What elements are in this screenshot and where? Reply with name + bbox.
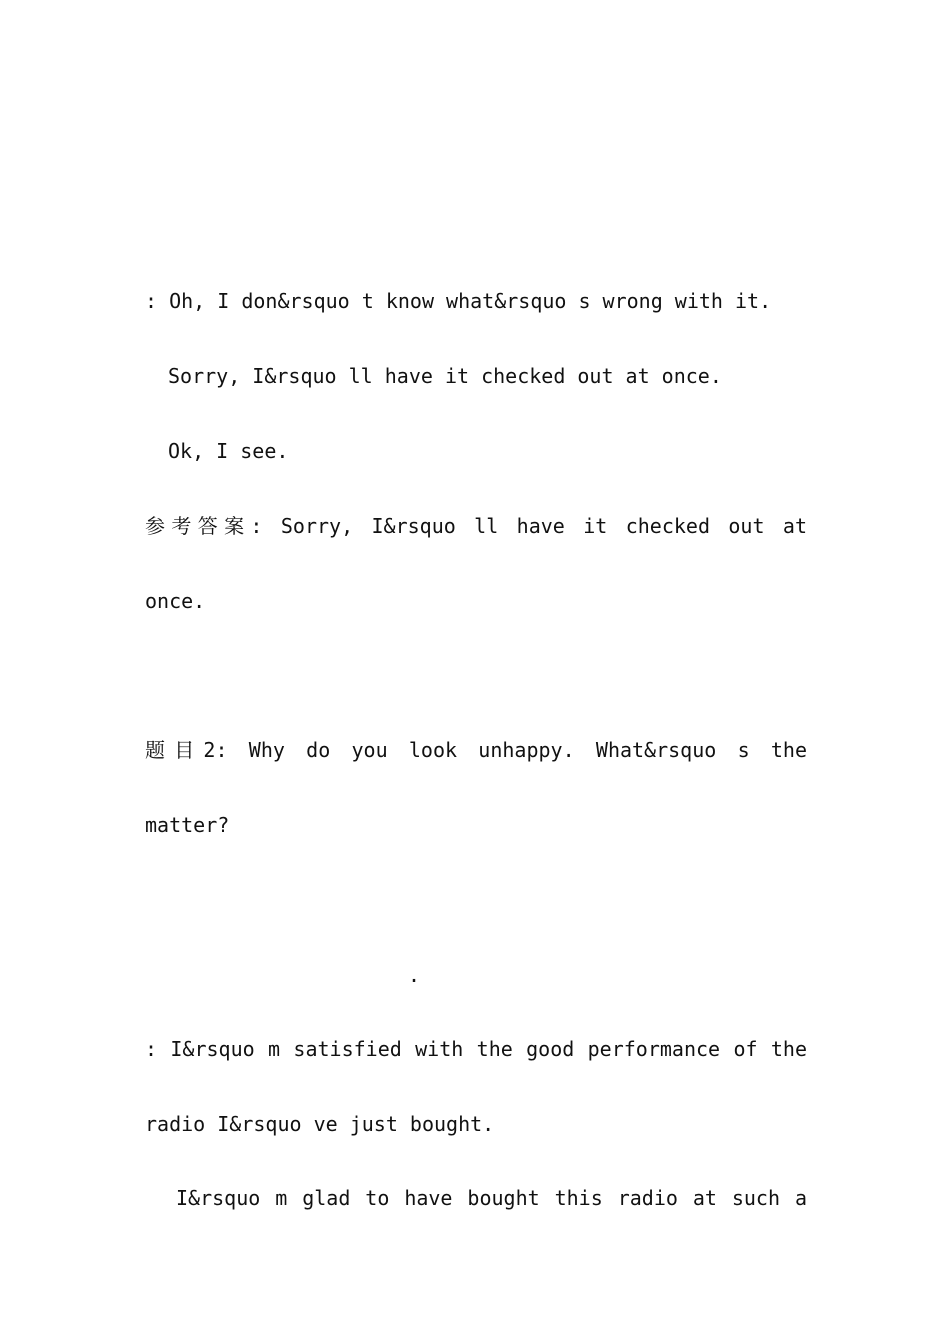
q1-answer-line-1: 参考答案: Sorry, I&rsquo ll have it checked out at	[145, 514, 807, 538]
q1-option-3: Ok, I see.	[168, 439, 289, 463]
q1-answer-line-2: once.	[145, 589, 206, 613]
q2-option-2-line-1: I&rsquo m glad to have bought this radio at such a	[176, 1186, 807, 1210]
q2-prompt-line-1: 题目2: Why do you look unhappy. What&rsquo s the	[145, 738, 807, 762]
q2-prompt-line-2: matter?	[145, 813, 230, 837]
q1-option-2: Sorry, I&rsquo ll have it checked out at once.	[168, 364, 722, 388]
q1-option-1: : Oh, I don&rsquo t know what&rsquo s wrong with it.	[145, 289, 772, 313]
q2-option-1-line-1: : I&rsquo m satisfied with the good performance of the	[145, 1037, 807, 1061]
dot-mark: .	[408, 963, 421, 987]
q2-option-1-line-2: radio I&rsquo ve just bought.	[145, 1112, 495, 1136]
